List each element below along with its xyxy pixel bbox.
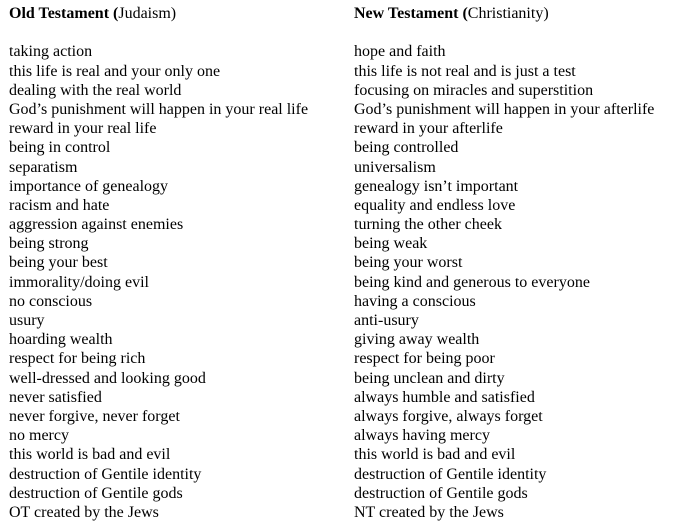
new-testament-item: this world is bad and evil [354, 446, 516, 464]
new-testament-item: focusing on miracles and superstition [354, 81, 594, 99]
new-testament-item: hope and faith [354, 43, 446, 61]
old-testament-item: being your best [9, 254, 108, 272]
old-testament-item: racism and hate [9, 196, 110, 214]
new-testament-heading [354, 4, 654, 23]
new-testament-item: universalism [354, 158, 436, 176]
old-testament-item: dealing with the real world [9, 81, 182, 99]
old-testament-item: importance of genealogy [9, 177, 169, 195]
new-testament-item: being kind and generous to everyone [354, 273, 590, 291]
new-testament-item: genealogy isn’t important [354, 177, 519, 195]
old-testament-item: destruction of Gentile identity [9, 465, 202, 483]
old-testament-item: being in control [9, 139, 111, 157]
new-testament-item: having a conscious [354, 292, 476, 310]
old-testament-item: God’s punishment will happen in your real life [9, 100, 309, 118]
old-testament-item: never forgive, never forget [9, 407, 180, 425]
new-testament-item: always humble and satisfied [354, 388, 535, 406]
new-testament-item: always having mercy [354, 427, 490, 445]
new-testament-item: equality and endless love [354, 196, 516, 214]
new-testament-item: giving away wealth [354, 331, 480, 349]
new-testament-item: being controlled [354, 139, 459, 157]
old-testament-item: well-dressed and looking good [9, 369, 206, 387]
old-testament-item: never satisfied [9, 388, 102, 406]
old-testament-heading-rest: Judaism) [118, 5, 177, 22]
new-testament-item: being unclean and dirty [354, 369, 505, 387]
new-testament-column [354, 4, 654, 522]
new-testament-item: destruction of Gentile identity [354, 465, 547, 483]
old-testament-item: respect for being rich [9, 350, 146, 368]
old-testament-item: this life is real and your only one [9, 62, 221, 80]
old-testament-heading [9, 4, 308, 23]
old-testament-item: aggression against enemies [9, 216, 184, 234]
new-testament-item: destruction of Gentile gods [354, 484, 528, 502]
old-testament-item: this world is bad and evil [9, 446, 171, 464]
new-testament-item: reward in your afterlife [354, 120, 503, 138]
new-testament-item: this life is not real and is just a test [354, 62, 576, 80]
new-testament-item: being your worst [354, 254, 463, 272]
old-testament-column [9, 4, 308, 522]
old-testament-item: immorality/doing evil [9, 273, 149, 291]
old-testament-item: OT created by the Jews [9, 503, 159, 521]
new-testament-item: NT created by the Jews [354, 503, 504, 521]
new-testament-item: being weak [354, 235, 428, 253]
old-testament-item: reward in your real life [9, 120, 157, 138]
old-testament-item: no conscious [9, 292, 93, 310]
old-testament-item: taking action [9, 43, 93, 61]
old-testament-heading-bold: Old Testament ( [9, 5, 119, 22]
new-testament-item: respect for being poor [354, 350, 495, 368]
new-testament-list [354, 42, 654, 522]
new-testament-heading-bold: New Testament ( [354, 5, 468, 22]
new-testament-item: anti-usury [354, 312, 419, 329]
new-testament-item: turning the other cheek [354, 216, 502, 234]
old-testament-item: destruction of Gentile gods [9, 484, 183, 502]
new-testament-heading-rest: Christianity) [467, 5, 549, 22]
old-testament-item: being strong [9, 235, 89, 253]
old-testament-item: no mercy [9, 427, 69, 445]
old-testament-item: separatism [9, 158, 78, 176]
old-testament-item: hoarding wealth [9, 331, 113, 349]
old-testament-list [9, 42, 308, 522]
new-testament-item: always forgive, always forget [354, 407, 543, 425]
new-testament-item: God’s punishment will happen in your afterlife [354, 100, 655, 118]
old-testament-item: usury [9, 312, 45, 329]
